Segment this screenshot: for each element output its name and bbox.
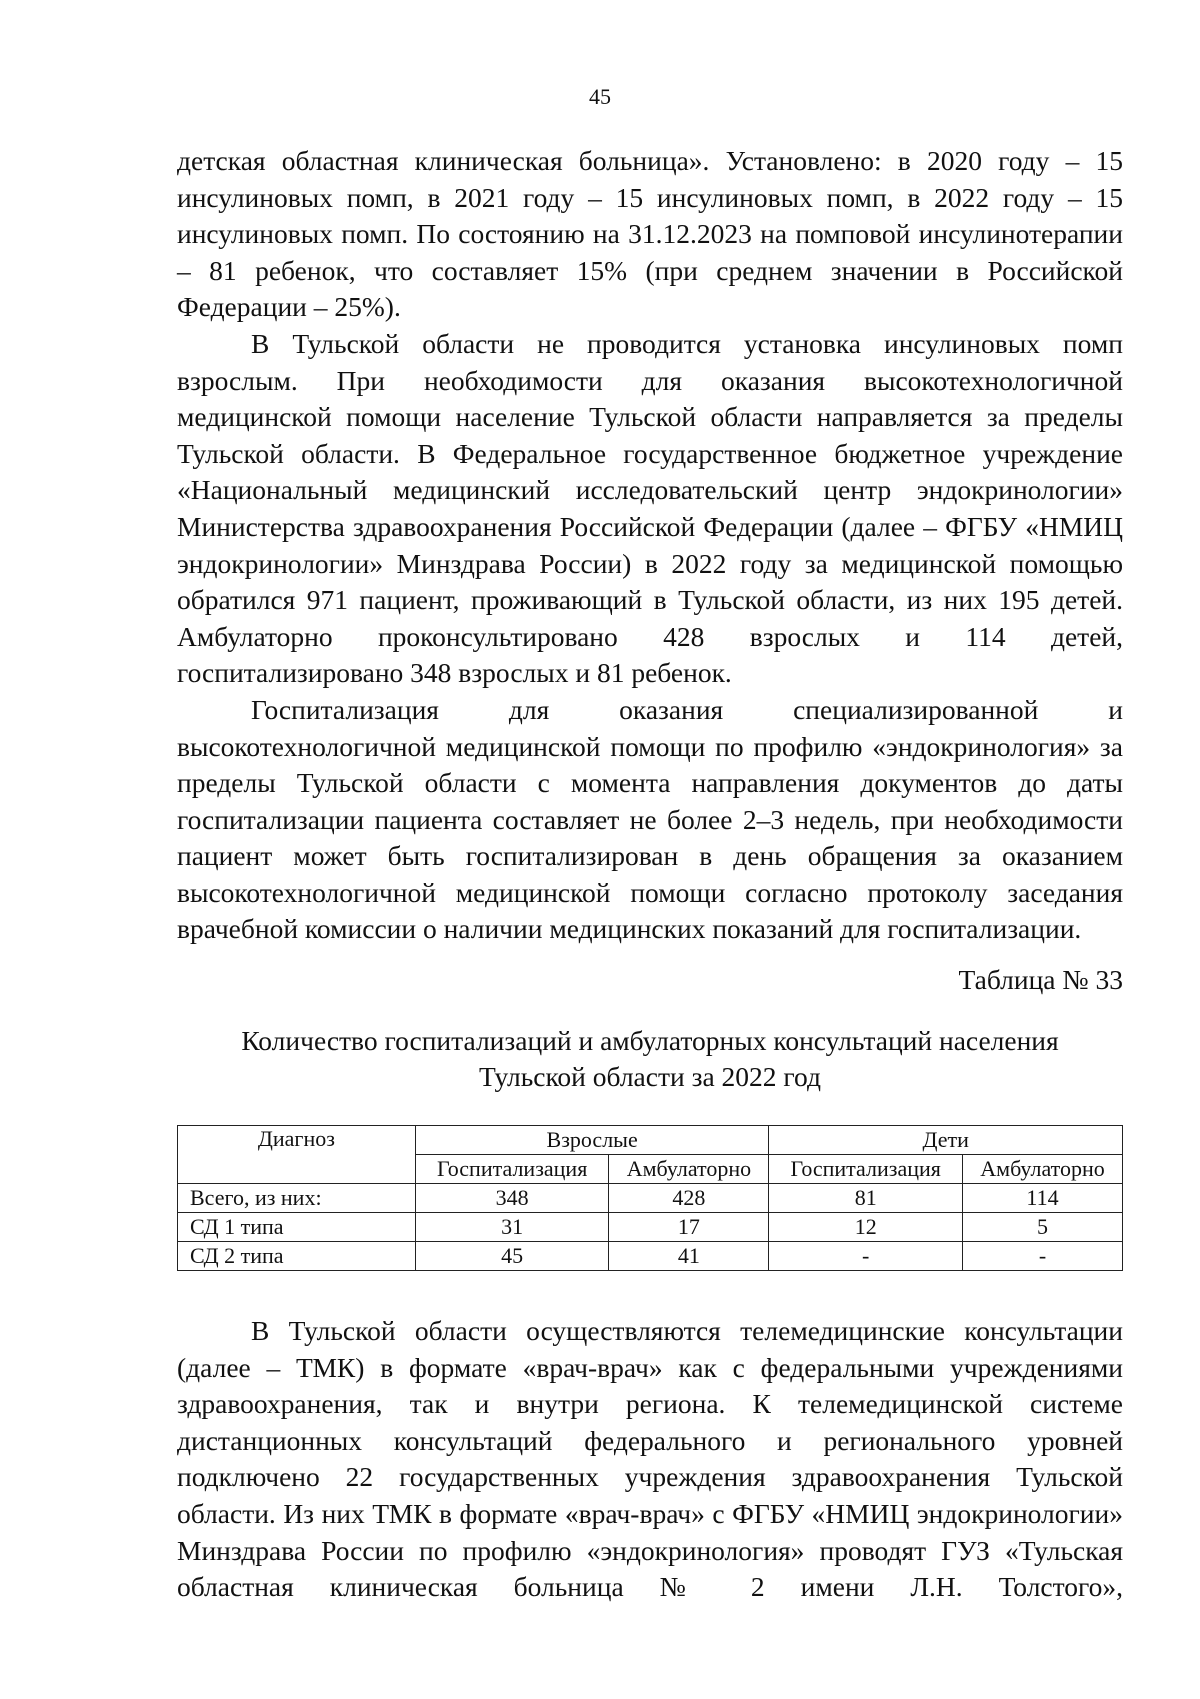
cell-child-hospitalization: 81	[769, 1184, 963, 1213]
table-row	[178, 1213, 1123, 1242]
header-adults-outpatient: Амбулаторно	[609, 1155, 769, 1184]
cell-adult-outpatient: 428	[609, 1184, 769, 1213]
header-children-outpatient: Амбулаторно	[963, 1155, 1123, 1184]
cell-adult-outpatient: 17	[609, 1213, 769, 1242]
row-label: СД 2 типа	[178, 1242, 416, 1271]
bottom-text-block	[177, 1313, 1123, 1606]
hospitalization-table	[177, 1125, 1123, 1271]
cell-adult-outpatient: 41	[609, 1242, 769, 1271]
cell-adult-hospitalization: 31	[415, 1213, 609, 1242]
header-children: Дети	[769, 1126, 1123, 1155]
cell-child-outpatient: 114	[963, 1184, 1123, 1213]
table-row	[178, 1184, 1123, 1213]
row-label: СД 1 типа	[178, 1213, 416, 1242]
cell-child-outpatient: 5	[963, 1213, 1123, 1242]
paragraph-federal-referral: В Тульской области не проводится установка инсулиновых помп взрослым. При необходимости для оказания высокотехнологичной медицинской помощи население Тульской области направляется за пределы Тульской области. В Федеральное государственное бюджетное учреждение «Национальный медицинский исследовательский центр эндокринологии» Министерства здравоохранения Российской Федерации (далее – ФГБУ «НМИЦ эндокринологии» Минздрава России) в 2022 году за медицинской помощью обратился 971 пациент, проживающий в Тульской области, из них 195 детей. Амбулаторно проконсультировано 428 взрослых и 114 детей, госпитализировано 348 взрослых и 81 ребенок.	[177, 327, 1123, 689]
top-text-block	[177, 143, 1123, 948]
header-diagnosis: Диагноз	[178, 1126, 416, 1184]
cell-child-hospitalization: 12	[769, 1213, 963, 1242]
paragraph-telemedicine: В Тульской области осуществляются телемедицинские консультации (далее – ТМК) в формате «врач-врач» как с федеральными учреждениями здравоохранения, так и внутри региона. К телемедицинской системе дистанционных консультаций федерального и регионального уровней подключено 22 государственных учреждения здравоохранения Тульской области. Из них ТМК в формате «врач-врач» с ФГБУ «НМИЦ эндокринологии» Минздрава России по профилю «эндокринология» проводят ГУЗ «Тульская областная клиническая больница № 2 имени Л.Н. Толстого»,	[177, 1315, 1123, 1603]
table-title-line-1: Количество госпитализаций и амбулаторных консультаций населения	[241, 1025, 1059, 1056]
table-title-line-2: Тульской области за 2022 год	[479, 1061, 821, 1092]
cell-adult-hospitalization: 45	[415, 1242, 609, 1271]
header-children-hospitalization: Госпитализация	[769, 1155, 963, 1184]
table-title	[177, 1023, 1123, 1095]
header-adults: Взрослые	[415, 1126, 769, 1155]
cell-child-outpatient: -	[963, 1242, 1123, 1271]
table-row	[178, 1242, 1123, 1271]
cell-child-hospitalization: -	[769, 1242, 963, 1271]
cell-adult-hospitalization: 348	[415, 1184, 609, 1213]
table-number: Таблица № 33	[958, 964, 1123, 995]
row-label: Всего, из них:	[178, 1184, 416, 1213]
paragraph-hospitalization-terms: Госпитализация для оказания специализированной и высокотехнологичной медицинской помощи по профилю «эндокринология» за пределы Тульской области с момента направления документов до даты госпитализации пациента составляет не более 2–3 недель, при необходимости пациент может быть госпитализирован в день обращения за оказанием высокотехнологичной медицинской помощи согласно протоколу заседания врачебной комиссии о наличии медицинских показаний для госпитализации.	[177, 693, 1123, 945]
paragraph-pump-stats: детская областная клиническая больница». Установлено: в 2020 году – 15 инсулиновых помп, в 2021 году – 15 инсулиновых помп, в 2022 году – 15 инсулиновых помп. По состоянию на 31.12.2023 на помповой инсулинотерапии – 81 ребенок, что составляет 15% (при среднем значении в Российской Федерации – 25%).	[177, 145, 1123, 323]
page-number: 45	[589, 84, 611, 109]
table-header-row	[178, 1126, 1123, 1155]
header-adults-hospitalization: Госпитализация	[415, 1155, 609, 1184]
